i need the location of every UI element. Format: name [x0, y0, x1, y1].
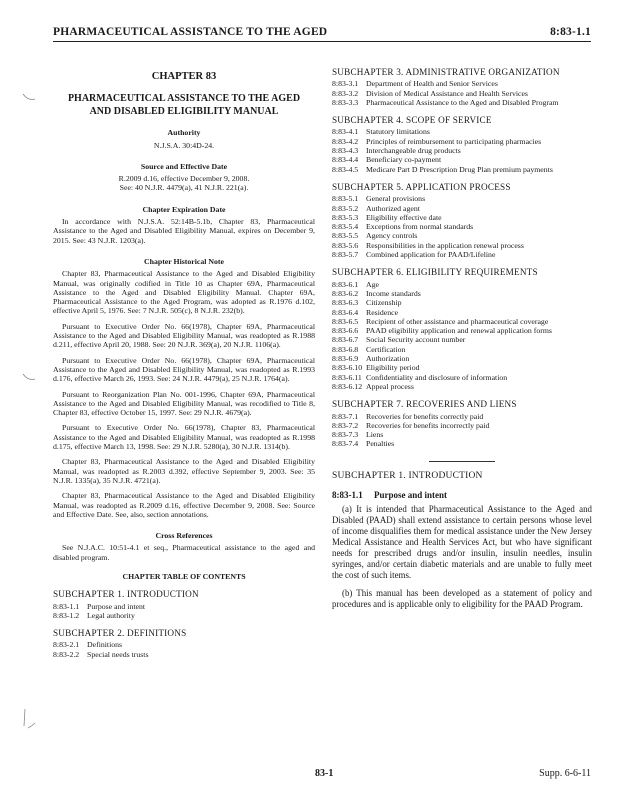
toc-row[interactable] [332, 289, 592, 298]
toc-row[interactable] [332, 298, 592, 307]
toc-section-title: Definitions [87, 640, 123, 650]
margin-mark-icon [22, 92, 36, 102]
toc-row[interactable] [53, 650, 315, 659]
toc-section-number: 8:83-6.8 [332, 344, 359, 354]
toc-row[interactable] [332, 146, 592, 155]
authority-text: N.J.S.A. 30:4D-24. [153, 140, 215, 150]
history-paragraph: Pursuant to Executive Order No. 66(1978), Chapter 69A, Pharmaceutical Assistance to the Aged and Disabled Eligibility Manual, was readopted as R.1993 d.176, effective March 26, 1993. See: 24 N.J.R. 4479(a), 25 N.J.R. 1764(a). [53, 355, 315, 384]
toc-section-title: Authorized agent [366, 203, 420, 213]
toc-section-number: 8:83-2.1 [53, 640, 80, 650]
left-column [53, 68, 315, 659]
history-heading: Chapter Historical Note [144, 256, 224, 266]
toc-section-number: 8:83-6.10 [332, 363, 363, 373]
toc-section-title: Exceptions from normal standards [366, 222, 474, 232]
toc-section-title: Liens [366, 430, 384, 440]
toc-row[interactable] [53, 602, 315, 611]
toc-section-number: 8:83-5.5 [332, 231, 359, 241]
expiration-heading: Chapter Expiration Date [142, 204, 226, 214]
toc-section-title: Income standards [366, 288, 421, 298]
toc-section-number: 8:83-6.1 [332, 279, 359, 289]
chapter-title-line: PHARMACEUTICAL ASSISTANCE TO THE AGED [67, 93, 301, 105]
toc-section-title: Eligibility period [366, 363, 420, 373]
toc-row[interactable] [332, 421, 592, 430]
toc-section-number: 8:83-6.2 [332, 288, 359, 298]
toc-section-title: Pharmaceutical Assistance to the Aged and Disabled Program [366, 97, 559, 107]
toc-row[interactable] [332, 326, 592, 335]
toc-section-title: Agency controls [366, 231, 418, 241]
toc-section-title: Special needs trusts [87, 649, 149, 659]
toc-section-number: 8:83-5.2 [332, 203, 359, 213]
toc-section-number: 8:83-6.11 [332, 372, 362, 382]
toc-section-title: Confidentiality and disclosure of information [366, 372, 508, 382]
toc-section-title: Recipient of other assistance and pharmaceutical coverage [366, 316, 549, 326]
toc-section-title: Recoveries for benefits incorrectly paid [366, 420, 490, 430]
toc-row[interactable] [332, 280, 592, 289]
toc-section-number: 8:83-1.1 [53, 601, 80, 611]
toc-section-number: 8:83-6.12 [332, 381, 363, 391]
history-paragraph: Chapter 83, Pharmaceutical Assistance to the Aged and Disabled Eligibility Manual, was readopted as R.2003 d.392, effective September 9, 2003. See: 35 N.J.R. 1335(a), 35 N.J.R. 4721(a). [53, 457, 315, 485]
section-title-text: Purpose and intent [374, 489, 448, 500]
toc-row[interactable] [332, 308, 592, 317]
toc-section-number: 8:83-7.2 [332, 420, 359, 430]
toc-row[interactable] [332, 317, 592, 326]
toc-section-title: Medicare Part D Prescription Drug Plan premium payments [366, 164, 553, 174]
toc-section-number: 8:83-4.5 [332, 164, 359, 174]
toc-section-title: Age [366, 279, 379, 289]
toc-row[interactable] [332, 165, 592, 174]
toc-section-title: PAAD eligibility application and renewal application forms [366, 326, 552, 336]
toc-section-title: Statutory limitations [366, 127, 430, 137]
toc-section-title: Certification [366, 344, 406, 354]
toc-row[interactable] [332, 89, 592, 98]
toc-row[interactable] [332, 231, 592, 240]
subchapter-heading: SUBCHAPTER 4. SCOPE OF SERVICE [332, 115, 492, 126]
toc-section-number: 8:83-6.5 [332, 316, 359, 326]
section-number: 8:83-1.1 [332, 489, 363, 500]
toc-section-number: 8:83-4.4 [332, 155, 359, 165]
toc-section-number: 8:83-7.1 [332, 411, 359, 421]
source-heading: Source and Effective Date [140, 161, 228, 171]
section-title [332, 491, 592, 500]
header-title: PHARMACEUTICAL ASSISTANCE TO THE AGED [53, 26, 328, 38]
history-paragraph: Pursuant to Executive Order No. 66(1978), Chapter 83, Pharmaceutical Assistance to the Aged and Disabled Eligibility Manual, was readopted as R.1998 d.175, effective March 13, 1998. See: 29 N.J.R. 5280(a), 30 N.J.R. 1314(b). [53, 423, 315, 452]
history-paragraph: Chapter 83, Pharmaceutical Assistance to the Aged and Disabled Eligibility Manual, was originally codified in Title 10 as Chapter 69A, Pharmaceutical Assistance to the Aged and Disabled Eligibility Manual. Chapter 69A, Pharmaceutical Assistance to the Aged Program, was adopted as R.1976 d.102, effective April 5, 1976. See: 7 N.J.R. 505(c), 8 N.J.R. 232(b). [53, 269, 315, 316]
table-of-contents-heading: CHAPTER TABLE OF CONTENTS [122, 571, 246, 581]
source-text: R.2009 d.16, effective December 9, 2008. [118, 174, 250, 184]
supplement-date: Supp. 6-6-11 [539, 768, 591, 779]
toc-section-title: Responsibilities in the application renewal process [366, 240, 524, 250]
margin-mark-icon [22, 708, 36, 730]
subchapter-heading: SUBCHAPTER 5. APPLICATION PROCESS [332, 181, 511, 192]
toc-section-title: Authorization [366, 354, 410, 364]
toc-section-number: 8:83-6.6 [332, 326, 359, 336]
toc-section-number: 8:83-5.6 [332, 240, 359, 250]
toc-row[interactable] [332, 137, 592, 146]
section-divider [429, 461, 495, 462]
toc-section-number: 8:83-6.7 [332, 335, 359, 345]
subchapter-heading: SUBCHAPTER 2. DEFINITIONS [53, 628, 187, 639]
toc-section-title: Division of Medical Assistance and Health Services [366, 88, 528, 98]
expiration-text: In accordance with N.J.S.A. 52:14B-5.1b, Chapter 83, Pharmaceutical Assistance to the Aged and Disabled Eligibility Manual, expires on December 9, 2015. See: 43 N.J.R. 1203(a). [53, 217, 315, 245]
toc-section-number: 8:83-3.1 [332, 79, 359, 89]
toc-section-title: Combined application for PAAD/Lifeline [366, 250, 496, 260]
toc-row[interactable] [332, 363, 592, 372]
toc-section-title: Residence [366, 307, 399, 317]
margin-mark-icon [22, 372, 36, 382]
toc-section-title: Appeal process [366, 381, 414, 391]
toc-section-number: 8:83-6.3 [332, 298, 359, 308]
toc-section-number: 8:83-6.4 [332, 307, 359, 317]
toc-row[interactable] [53, 640, 315, 649]
header-section-number: 8:83-1.1 [550, 26, 591, 38]
toc-row[interactable] [332, 155, 592, 164]
toc-row[interactable] [332, 335, 592, 344]
history-paragraph: Chapter 83, Pharmaceutical Assistance to the Aged and Disabled Eligibility Manual, was readopted as R.2009 d.16, effective December 9, 2008. See: Source and Effective Date. See, also, section annotations. [53, 491, 315, 519]
subchapter-heading: SUBCHAPTER 3. ADMINISTRATIVE ORGANIZATION [332, 67, 560, 77]
toc-row[interactable] [332, 382, 592, 391]
source-text: See: 40 N.J.R. 4479(a), 41 N.J.R. 221(a). [119, 183, 249, 193]
toc-row[interactable] [53, 611, 315, 620]
chapter-title [53, 93, 315, 118]
toc-section-number: 8:83-4.2 [332, 136, 359, 146]
toc-row[interactable] [332, 430, 592, 439]
toc-section-number: 8:83-5.1 [332, 194, 359, 204]
toc-section-number: 8:83-2.2 [53, 649, 80, 659]
toc-section-title: Citizenship [366, 298, 402, 308]
toc-row[interactable] [332, 412, 592, 421]
subchapter-heading: SUBCHAPTER 6. ELIGIBILITY REQUIREMENTS [332, 267, 538, 278]
toc-row[interactable] [332, 250, 592, 259]
body-paragraph: (b) This manual has been developed as a statement of policy and procedures and is applicable only to eligibility for the PAAD Program. [332, 588, 592, 610]
toc-section-title: Interchangeable drug products [366, 146, 461, 156]
toc-row[interactable] [332, 79, 592, 88]
toc-row[interactable] [332, 439, 592, 448]
authority-heading: Authority [167, 128, 201, 138]
toc-section-number: 8:83-3.3 [332, 97, 359, 107]
toc-row[interactable] [332, 127, 592, 136]
body-paragraph: (a) It is intended that Pharmaceutical Assistance to the Aged and Disabled (PAAD) shall extend assistance to certain persons whose level of income disqualifies them for medical assistance under the New Jersey Medical Assistance and Health Services Act, but who have significant needs for prescribed drugs and/or insulin, insulin needles, insulin syringes, and/or certain diabetic materials and are unable to fully meet the cost of such items. [332, 504, 592, 581]
chapter-number: CHAPTER 83 [151, 71, 217, 82]
toc-row[interactable] [332, 354, 592, 363]
toc-section-number: 8:83-5.3 [332, 212, 359, 222]
history-paragraph: Pursuant to Executive Order No. 66(1978), Chapter 69A, Pharmaceutical Assistance to the Aged and Disabled Eligibility Manual, was readopted as R.1988 d.211, effective April 20, 1988. See: 20 N.J.R. 369(a), 20 N.J.R. 1106(a). [53, 321, 315, 350]
toc-section-title: Social Security account number [366, 335, 466, 345]
toc-section-title: Purpose and intent [87, 601, 146, 611]
toc-section-title: General provisions [366, 194, 426, 204]
toc-section-title: Beneficiary co-payment [366, 155, 442, 165]
toc-section-title: Legal authority [87, 610, 135, 620]
subchapter-heading: SUBCHAPTER 1. INTRODUCTION [332, 470, 483, 481]
subchapter-heading: SUBCHAPTER 1. INTRODUCTION [53, 589, 199, 600]
toc-section-number: 8:83-5.4 [332, 222, 359, 232]
toc-row[interactable] [332, 241, 592, 250]
page-number: 83-1 [315, 768, 334, 779]
toc-section-number: 8:83-1.2 [53, 610, 80, 620]
toc-section-title: Eligibility effective date [366, 212, 442, 222]
toc-row[interactable] [332, 204, 592, 213]
cross-references-text: See N.J.A.C. 10:51-4.1 et seq., Pharmaceutical assistance to the aged and disabled program. [53, 543, 315, 562]
running-header [53, 24, 591, 42]
toc-section-number: 8:83-7.3 [332, 430, 359, 440]
toc-section-number: 8:83-4.3 [332, 146, 359, 156]
toc-row[interactable] [332, 98, 592, 107]
toc-section-number: 8:83-3.2 [332, 88, 359, 98]
toc-row[interactable] [332, 213, 592, 222]
subchapter-heading: SUBCHAPTER 7. RECOVERIES AND LIENS [332, 399, 517, 410]
toc-row[interactable] [332, 373, 592, 382]
toc-row[interactable] [332, 194, 592, 203]
chapter-title-line: AND DISABLED ELIGIBILITY MANUAL [89, 105, 279, 117]
toc-row[interactable] [332, 222, 592, 231]
right-column [332, 68, 592, 610]
toc-section-number: 8:83-6.9 [332, 354, 359, 364]
toc-section-number: 8:83-7.4 [332, 439, 359, 449]
toc-section-title: Penalties [366, 439, 395, 449]
toc-section-title: Principles of reimbursement to participating pharmacies [366, 136, 542, 146]
toc-row[interactable] [332, 345, 592, 354]
toc-section-title: Recoveries for benefits correctly paid [366, 411, 484, 421]
cross-references-heading: Cross References [155, 531, 213, 541]
toc-section-number: 8:83-5.7 [332, 250, 359, 260]
toc-section-number: 8:83-4.1 [332, 127, 359, 137]
toc-section-title: Department of Health and Senior Services [366, 79, 498, 89]
history-paragraph: Pursuant to Reorganization Plan No. 001-1996, Chapter 69A, Pharmaceutical Assistance to the Aged and Disabled Eligibility Manual, was recodified to Title 8, Chapter 83, effective October 15, 1997. See: 29 N.J.R. 4679(a). [53, 389, 315, 418]
